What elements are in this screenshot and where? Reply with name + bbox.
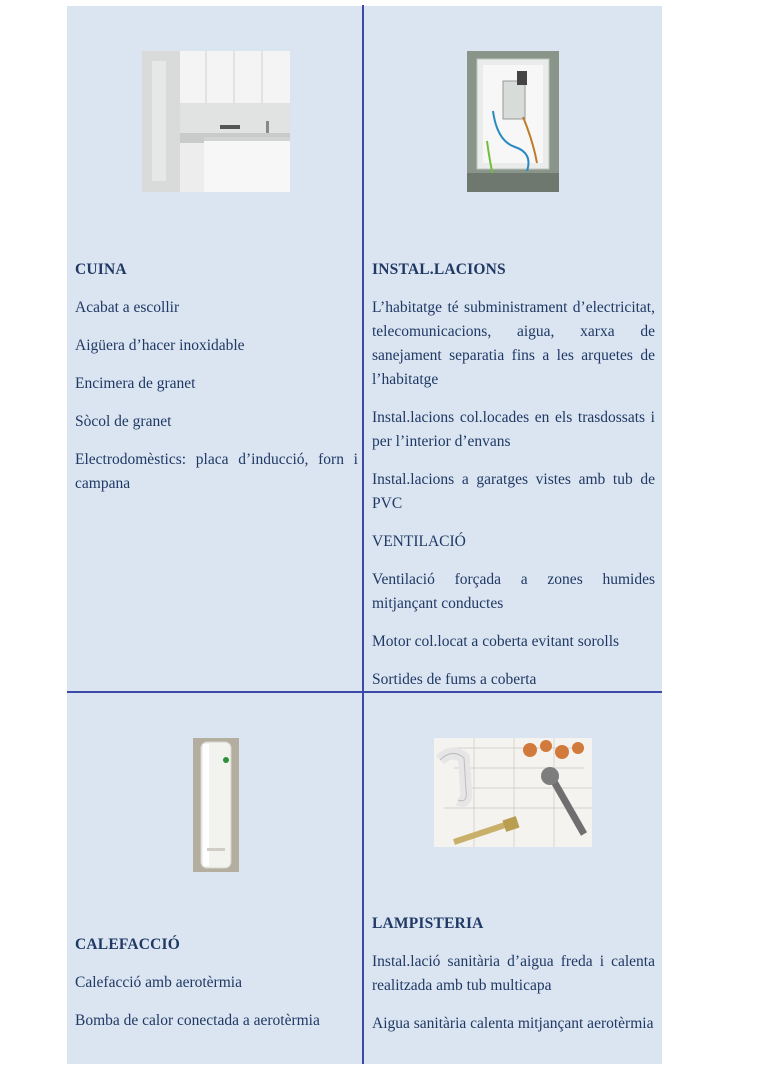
list-item: Calefacció amb aerotèrmia — [75, 974, 242, 991]
heat-pump-photo — [193, 738, 239, 872]
list-item: Instal.lacions col.locades en els trasdossats i per l’interior d’envans — [372, 409, 655, 450]
section-title-cuina: CUINA — [75, 261, 127, 278]
kitchen-photo — [142, 51, 290, 192]
section-installacions — [372, 258, 655, 706]
list-item: Instal.lacions a garatges vistes amb tub de PVC — [372, 471, 655, 512]
list-item: Motor col.locat a coberta evitant sorolls — [372, 633, 620, 650]
section-cuina — [75, 258, 358, 510]
section-lampisteria — [372, 912, 655, 1050]
section-title-installacions: INSTAL.LACIONS — [372, 261, 506, 278]
section-subtitle-ventilacio: VENTILACIÓ — [372, 533, 466, 550]
section-title-lampisteria: LAMPISTERIA — [372, 915, 484, 932]
section-calefaccio — [75, 933, 358, 1047]
list-item: Acabat a escollir — [75, 299, 180, 316]
list-item: Aigüera d’hacer inoxidable — [75, 337, 245, 354]
list-item: Aigua sanitària calenta mitjançant aerotèrmia — [372, 1015, 654, 1032]
vertical-divider — [362, 5, 364, 1064]
section-title-calefaccio: CALEFACCIÓ — [75, 936, 181, 953]
electrical-panel-photo — [467, 51, 559, 192]
plumbing-photo — [434, 738, 592, 847]
list-item: Electrodomèstics: placa d’inducció, forn i campana — [75, 451, 358, 492]
list-item: Sòcol de granet — [75, 413, 172, 430]
list-item: Ventilació forçada a zones humides mitjançant conductes — [372, 571, 655, 612]
list-item: L’habitatge té subministrament d’electricitat, telecomunicacions, aigua, xarxa de sanejament separatia fins a les arquetes de l’habitatge — [372, 299, 655, 388]
list-item: Instal.lació sanitària d’aigua freda i calenta realitzada amb tub multicapa — [372, 953, 655, 994]
list-item: Sortides de fums a coberta — [372, 671, 537, 688]
list-item: Encimera de granet — [75, 375, 196, 392]
list-item: Bomba de calor conectada a aerotèrmia — [75, 1012, 320, 1029]
